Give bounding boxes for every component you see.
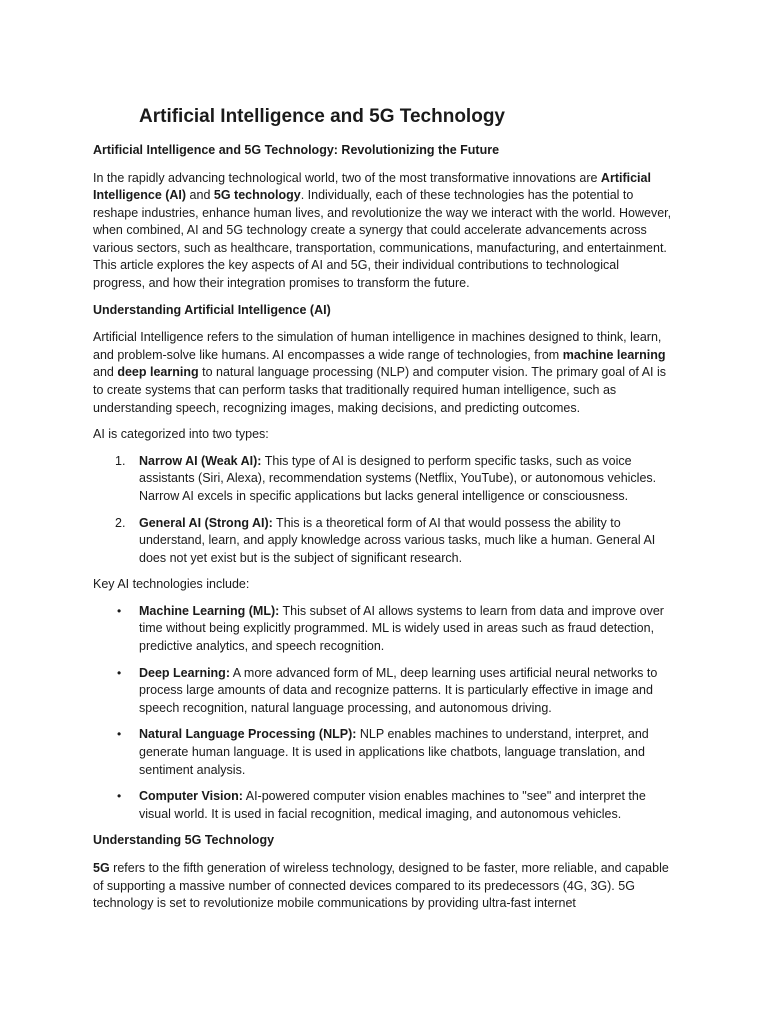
ai-types-intro: AI is categorized into two types: (93, 427, 269, 442)
ai-section-heading: Understanding Artificial Intelligence (AI) (93, 302, 331, 317)
fiveg-section-heading: Understanding 5G Technology (93, 833, 275, 848)
bullet-icon: • (117, 789, 122, 804)
intro-paragraph: In the rapidly advancing technological world, two of the most transformative innovations are Artificial Intelligence (AI) and 5G technology. Individually, each of these technologies has the potential to reshape industries, enhance human lives, and revolutionize the way we interact with the world. However, when combined, AI and 5G technology create a synergy that could accelerate advancements across various sectors, such as healthcare, transportation, communications, manufacturing, and entertainment. This article explores the key aspects of AI and 5G, their individual contributions to technological progress, and how their integration promises to transform the future. (93, 170, 672, 291)
article-subtitle: Artificial Intelligence and 5G Technology: Revolutionizing the Future (93, 143, 500, 157)
list-item: • Computer Vision: AI-powered computer vision enables machines to "see" and interpret the visual world. It is used in facial recognition, medical imaging, and autonomous vehicles. (117, 789, 646, 821)
list-item: • Natural Language Processing (NLP): NLP enables machines to understand, interpret, and generate human language. It is used in applications like chatbots, language translation, and sentiment analysis. (117, 727, 649, 777)
bullet-icon: • (117, 727, 122, 742)
fiveg-paragraph: 5G refers to the fifth generation of wireless technology, designed to be faster, more reliable, and capable of supporting a massive number of connected devices compared to its predecessors (4G, 3G). 5G technology is set to revolutionize mobile communications by providing ultra-fast internet (93, 860, 669, 911)
list-item: • Machine Learning (ML): This subset of AI allows systems to learn from data and improve over time without being explicitly programmed. ML is widely used in areas such as fraud detection, predictive analytics, and speech recognition. (117, 603, 664, 654)
list-item: • Deep Learning: A more advanced form of ML, deep learning uses artificial neural networks to process large amounts of data and recognize patterns. It is particularly effective in image and speech recognition, natural language processing, and autonomous driving. (117, 665, 658, 715)
bullet-icon: • (117, 665, 122, 680)
ai-definition-paragraph: Artificial Intelligence refers to the simulation of human intelligence in machines designed to think, learn, and problem-solve like humans. AI encompasses a wide range of technologies, from machine learning and deep learning to natural language processing (NLP) and computer vision. The primary goal of AI is to create systems that can perform tasks that traditionally required human intelligence, such as understanding speech, recognizing images, making decisions, and predicting outcomes. (93, 330, 667, 415)
document-title: Artificial Intelligence and 5G Technology (139, 106, 505, 127)
ai-types-list (93, 453, 674, 568)
ai-technologies-list (93, 603, 674, 824)
list-item: 1. Narrow AI (Weak AI): This type of AI is designed to perform specific tasks, such as voice assistants (Siri, Alexa), recommendation systems (Netflix, YouTube), or autonomous vehicles. Narrow AI excels in specific applications but lacks general intelligence or consciousness. (115, 453, 657, 503)
ai-tech-intro: Key AI technologies include: (93, 577, 250, 592)
list-item: 2. General AI (Strong AI): This is a theoretical form of AI that would possess the ability to understand, learn, and apply knowledge across various tasks, much like a human. General AI does not yet exist but is the subject of significant research. (115, 515, 656, 565)
bullet-icon: • (117, 603, 122, 618)
